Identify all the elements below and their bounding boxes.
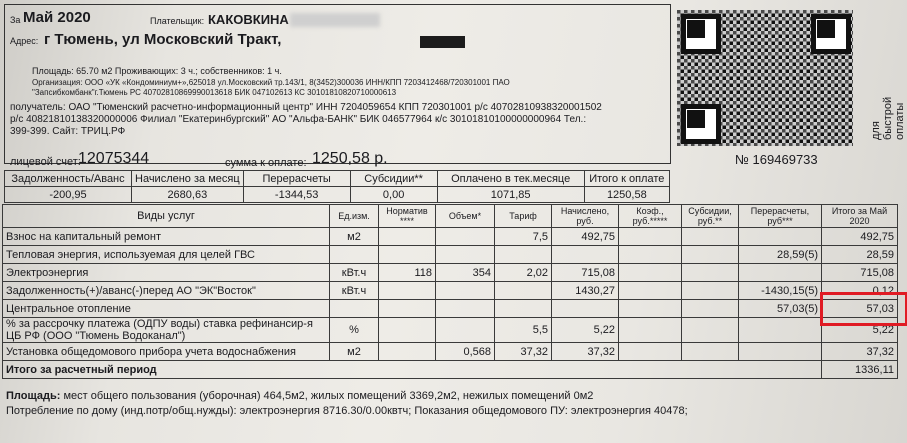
service-volume xyxy=(436,318,495,343)
service-total: 37,32 xyxy=(822,343,898,361)
qr-finder xyxy=(681,104,721,144)
service-unit: м2 xyxy=(330,228,379,246)
service-row xyxy=(3,343,898,361)
service-volume xyxy=(436,228,495,246)
service-name: Взнос на капитальный ремонт xyxy=(3,228,330,246)
service-row xyxy=(3,264,898,282)
qr-code xyxy=(677,10,853,146)
address-value: г Тюмень, ул Московский Тракт, xyxy=(44,31,282,48)
service-charged: 492,75 xyxy=(552,228,619,246)
summary-header: Перерасчеты xyxy=(243,171,350,187)
col-header-service: Виды услуг xyxy=(3,205,330,228)
service-volume xyxy=(436,282,495,300)
col-header-recalc: Перерасчеты, руб*** xyxy=(739,205,822,228)
summary-value: 1250,58 xyxy=(584,187,669,203)
service-total: 57,03 xyxy=(822,300,898,318)
service-total: 715,08 xyxy=(822,264,898,282)
billing-period: Май 2020 xyxy=(23,9,91,26)
redacted-address xyxy=(420,36,465,48)
service-recalc xyxy=(739,228,822,246)
summary-header-row xyxy=(5,171,670,187)
service-unit: м2 xyxy=(330,343,379,361)
service-row xyxy=(3,282,898,300)
summary-header: Начислено за месяц xyxy=(132,171,244,187)
service-norm: 118 xyxy=(379,264,436,282)
service-subsidy xyxy=(682,318,739,343)
service-total: 5,22 xyxy=(822,318,898,343)
service-recalc: -1430,15(5) xyxy=(739,282,822,300)
service-name: Установка общедомового прибора учета водоснабжения xyxy=(3,343,330,361)
payer-label: Плательщик: xyxy=(150,16,205,26)
payer-name: КАКОВКИНА xyxy=(208,12,289,27)
service-row xyxy=(3,300,898,318)
service-name: Электроэнергия xyxy=(3,264,330,282)
service-charged: 715,08 xyxy=(552,264,619,282)
qr-finder xyxy=(681,14,721,54)
service-unit: кВт.ч xyxy=(330,282,379,300)
service-volume xyxy=(436,246,495,264)
service-subsidy xyxy=(682,300,739,318)
service-subsidy xyxy=(682,228,739,246)
service-unit: кВт.ч xyxy=(330,264,379,282)
service-tariff: 2,02 xyxy=(495,264,552,282)
service-recalc: 28,59(5) xyxy=(739,246,822,264)
summary-value: -200,95 xyxy=(5,187,132,203)
service-tariff: 5,5 xyxy=(495,318,552,343)
service-subsidy xyxy=(682,343,739,361)
qr-side-text: для быстрой оплаты xyxy=(870,96,906,140)
service-total: 28,59 xyxy=(822,246,898,264)
summary-table xyxy=(4,170,670,203)
amount-value: 1250,58 р. xyxy=(312,150,388,167)
service-volume xyxy=(436,300,495,318)
service-total: 0,12 xyxy=(822,282,898,300)
footer-area-text: мест общего пользования (уборочная) 464,5м2, жилых помещений 3369,2м2, нежилых помещений 0м2 xyxy=(63,390,594,402)
service-norm xyxy=(379,318,436,343)
col-header-tariff: Тариф xyxy=(495,205,552,228)
service-coef xyxy=(619,228,682,246)
amount-label: сумма к оплате: xyxy=(225,157,307,169)
footer-consumption: Потребление по дому (инд.потр/общ.нужды): электроэнергия 8716.30/0.00квтч; Показания общедомового ПУ: электроэнергия 40478; xyxy=(6,405,688,417)
info-organization: Организация: ООО «УК «Кондоминиум+»,625018 ул.Московский тр.143/1, 8(3452)300036 ИНН/КПП 7203412468/720301001 ПАО xyxy=(32,78,510,87)
col-header-norm: Норматив **** xyxy=(379,205,436,228)
service-charged: 5,22 xyxy=(552,318,619,343)
service-name: Задолженность(+)/аванс(-)перед АО "ЭК"Восток" xyxy=(3,282,330,300)
summary-header: Субсидии** xyxy=(350,171,437,187)
service-name: % за рассрочку платежа (ОДПУ воды) ставка рефинансир-я ЦБ РФ (ООО "Тюмень Водоканал") xyxy=(3,318,330,343)
service-subsidy xyxy=(682,282,739,300)
recipient-line-2: р/с 40821810138320000006 Филиал "Екатеринбургский" АО "Альфа-БАНК" БИК 046577964 к/с 30101810100000000964 Тел.: xyxy=(10,114,587,125)
service-row xyxy=(3,318,898,343)
highlight-box xyxy=(820,292,907,326)
service-recalc: 57,03(5) xyxy=(739,300,822,318)
summary-value: 2680,63 xyxy=(132,187,244,203)
account-label: лицевой счет: xyxy=(10,156,81,168)
service-charged: 37,32 xyxy=(552,343,619,361)
service-tariff: 7,5 xyxy=(495,228,552,246)
service-volume: 354 xyxy=(436,264,495,282)
footer-area xyxy=(6,390,593,402)
service-charged xyxy=(552,300,619,318)
services-table xyxy=(2,204,898,379)
service-norm xyxy=(379,300,436,318)
summary-value: -1344,53 xyxy=(243,187,350,203)
summary-header: Оплачено в тек.месяце xyxy=(437,171,584,187)
total-value: 1336,11 xyxy=(822,361,898,379)
total-label: Итого за расчетный период xyxy=(3,361,822,379)
summary-value: 0,00 xyxy=(350,187,437,203)
col-header-unit: Ед.изм. xyxy=(330,205,379,228)
service-name: Центральное отопление xyxy=(3,300,330,318)
service-coef xyxy=(619,282,682,300)
service-subsidy xyxy=(682,264,739,282)
service-tariff xyxy=(495,300,552,318)
summary-header: Итого к оплате xyxy=(584,171,669,187)
service-recalc xyxy=(739,264,822,282)
footer-area-label: Площадь: xyxy=(6,390,61,402)
service-norm xyxy=(379,343,436,361)
service-coef xyxy=(619,343,682,361)
service-coef xyxy=(619,264,682,282)
qr-finder xyxy=(811,14,851,54)
service-charged xyxy=(552,246,619,264)
account-number: 12075344 xyxy=(78,150,150,167)
service-coef xyxy=(619,300,682,318)
services-total-row xyxy=(3,361,898,379)
service-coef xyxy=(619,246,682,264)
service-recalc xyxy=(739,343,822,361)
summary-header: Задолженность/Аванс xyxy=(5,171,132,187)
service-total: 492,75 xyxy=(822,228,898,246)
service-unit: % xyxy=(330,318,379,343)
receipt-number: № 169469733 xyxy=(735,152,818,167)
service-unit xyxy=(330,300,379,318)
service-row xyxy=(3,246,898,264)
summary-value-row xyxy=(5,187,670,203)
period-prefix: За xyxy=(10,15,21,25)
recipient-line-1: получатель: ОАО "Тюменский расчетно-информационный центр" ИНН 7204059654 КПП 720301001 р/с 40702810938320001502 xyxy=(10,102,602,113)
col-header-charged: Начислено, руб. xyxy=(552,205,619,228)
service-norm xyxy=(379,228,436,246)
service-recalc xyxy=(739,318,822,343)
service-norm xyxy=(379,246,436,264)
summary-value: 1071,85 xyxy=(437,187,584,203)
recipient-line-3: 399-399. Сайт: ТРИЦ.РФ xyxy=(10,126,126,137)
service-charged: 1430,27 xyxy=(552,282,619,300)
service-subsidy xyxy=(682,246,739,264)
service-row xyxy=(3,228,898,246)
service-tariff xyxy=(495,246,552,264)
service-coef xyxy=(619,318,682,343)
col-header-volume: Объем* xyxy=(436,205,495,228)
service-norm xyxy=(379,282,436,300)
service-tariff xyxy=(495,282,552,300)
service-unit xyxy=(330,246,379,264)
services-header-row xyxy=(3,205,898,228)
service-tariff: 37,32 xyxy=(495,343,552,361)
service-volume: 0,568 xyxy=(436,343,495,361)
info-area-residents: Площадь: 65.70 м2 Проживающих: 3 ч.; собственников: 1 ч. xyxy=(32,66,282,76)
service-name: Тепловая энергия, используемая для целей ГВС xyxy=(3,246,330,264)
blurred-name xyxy=(290,13,380,27)
address-label: Адрес: xyxy=(10,36,39,46)
info-bank: "Запсибкомбанк"г.Тюмень РС 40702810869990013618 БИК 047102613 КС 30101810820710000613 xyxy=(32,88,397,97)
col-header-total: Итого за Май 2020 xyxy=(822,205,898,228)
col-header-subsidy: Субсидии, руб.** xyxy=(682,205,739,228)
col-header-coef: Коэф., руб.***** xyxy=(619,205,682,228)
